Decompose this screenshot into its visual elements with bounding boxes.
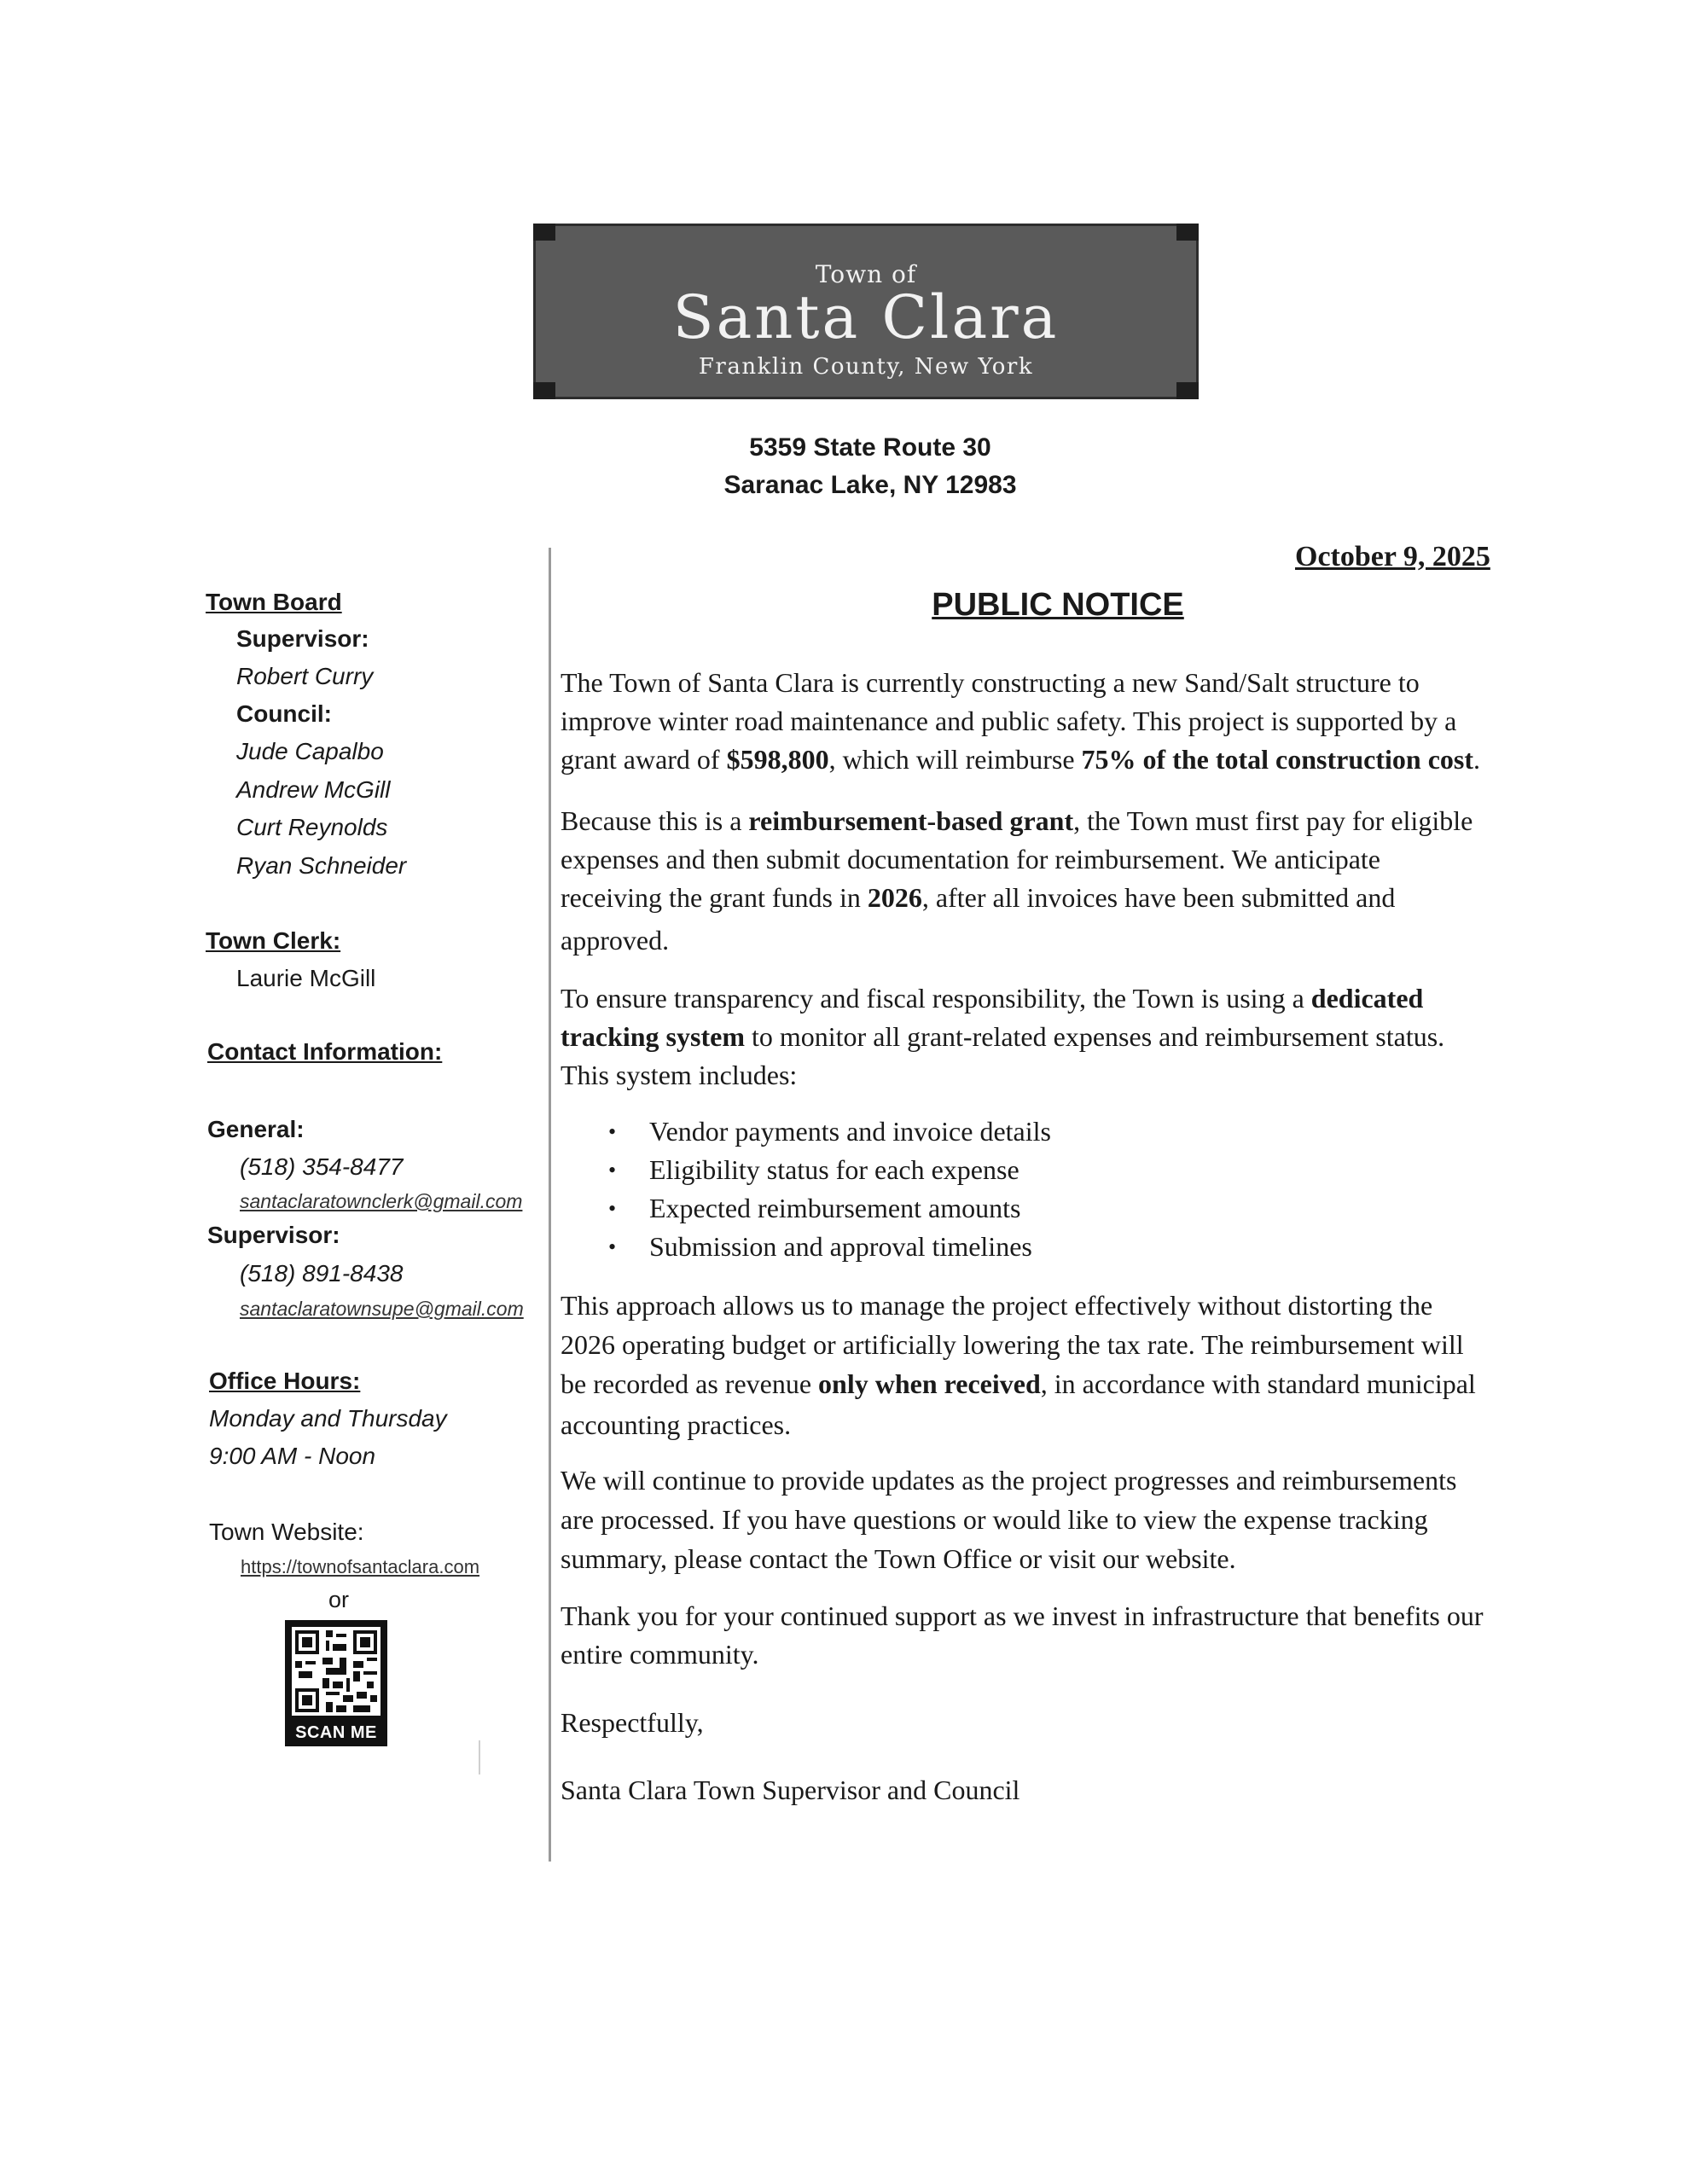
paragraph-line: The Town of Santa Clara is currently constructing a new Sand/Salt structure to [561, 667, 1420, 698]
text-run: be recorded as revenue [561, 1368, 819, 1399]
contact-heading: Contact Information: [207, 1038, 443, 1065]
council-label: Council: [236, 700, 332, 727]
paragraph-line [561, 979, 1423, 1017]
bold-phrase: reimbursement-based grant [748, 805, 1074, 836]
website-qr-code[interactable] [285, 1620, 387, 1746]
banner-corner [533, 224, 555, 241]
scan-mark [479, 1740, 480, 1774]
supervisor-label: Supervisor: [236, 625, 369, 652]
supervisor-email-link[interactable]: santaclaratownsupe@gmail.com [240, 1298, 524, 1320]
text-run: , the Town must first pay for eligible [1073, 805, 1473, 836]
text-run: To ensure transparency and fiscal responsibility, the Town is using a [561, 983, 1311, 1014]
notice-title: PUBLIC NOTICE [932, 587, 1184, 623]
list-item: • Expected reimbursement amounts [561, 1189, 1051, 1228]
bold-phrase: only when received [818, 1368, 1041, 1399]
council-member: Curt Reynolds [236, 814, 388, 840]
office-hours-heading: Office Hours: [209, 1368, 361, 1394]
banner-corner [1176, 382, 1199, 399]
text-run: . [1473, 744, 1480, 775]
general-email-link[interactable]: santaclaratownclerk@gmail.com [240, 1190, 523, 1212]
council-member: Andrew McGill [236, 776, 391, 803]
tracking-features-list [561, 1112, 1051, 1266]
banner-town-name: Santa Clara [672, 282, 1060, 352]
paragraph-line [561, 1018, 1444, 1055]
address-line-2: Saranac Lake, NY 12983 [723, 471, 1017, 499]
banner-county: Franklin County, New York [698, 354, 1034, 380]
website-label: Town Website: [209, 1519, 364, 1545]
general-label: General: [207, 1116, 305, 1142]
text-run: grant award of [561, 744, 727, 775]
signature: Santa Clara Town Supervisor and Council [561, 1774, 1020, 1805]
office-hours-time: 9:00 AM - Noon [209, 1443, 376, 1469]
paragraph-line: 2026 operating budget or artificially lowering the tax rate. The reimbursement will [561, 1329, 1464, 1360]
grant-amount: $598,800 [726, 744, 829, 775]
website-link[interactable]: https://townofsantaclara.com [241, 1556, 480, 1577]
banner-corner [533, 382, 555, 399]
qr-code-pattern [295, 1630, 377, 1712]
paragraph-line: summary, please contact the Town Office or visit our website. [561, 1543, 1236, 1574]
paragraph-line: improve winter road maintenance and public safety. This project is supported by a [561, 706, 1457, 736]
clerk-name: Laurie McGill [236, 965, 376, 991]
address-line-1: 5359 State Route 30 [749, 433, 991, 462]
bold-phrase: 2026 [867, 882, 922, 913]
list-item: • Vendor payments and invoice details [561, 1112, 1051, 1151]
text-run: Because this is a [561, 805, 749, 836]
qr-scan-label: SCAN ME [295, 1723, 377, 1742]
supervisor-name: Robert Curry [236, 663, 374, 689]
paragraph-line: This system includes: [561, 1060, 798, 1090]
text-run: , in accordance with standard municipal [1040, 1368, 1476, 1399]
or-text: or [328, 1587, 350, 1612]
council-member: Ryan Schneider [236, 852, 407, 879]
supervisor-phone: (518) 891-8438 [240, 1260, 404, 1287]
paragraph-line: expenses and then submit documentation for reimbursement. We anticipate [561, 844, 1380, 874]
paragraph-line [561, 741, 1480, 778]
reimburse-percent: 75% of the total construction cost [1081, 744, 1473, 775]
office-hours-days: Monday and Thursday [209, 1405, 447, 1432]
text-run: to monitor all grant-related expenses and reimbursement status. [744, 1021, 1445, 1052]
clerk-heading: Town Clerk: [206, 927, 341, 954]
closing: Respectfully, [561, 1707, 704, 1738]
banner-corner [1176, 224, 1199, 241]
notice-date: October 9, 2025 [1295, 541, 1490, 572]
paragraph-line [561, 879, 1395, 916]
paragraph-line [561, 802, 1473, 839]
paragraph-line [561, 1365, 1476, 1403]
column-divider [549, 548, 551, 1862]
text-run: receiving the grant funds in [561, 882, 868, 913]
paragraph-line: are processed. If you have questions or would like to view the expense tracking [561, 1504, 1428, 1535]
banner-town-of: Town of [815, 260, 917, 288]
town-banner-logo [533, 224, 1199, 399]
paragraph-line: accounting practices. [561, 1409, 792, 1440]
text-run: , after all invoices have been submitted and [921, 882, 1396, 913]
bold-phrase: dedicated [1310, 983, 1424, 1014]
paragraph-line: We will continue to provide updates as the project progresses and reimbursements [561, 1465, 1457, 1496]
supervisor-contact-label: Supervisor: [207, 1222, 340, 1248]
paragraph-line: Thank you for your continued support as we invest in infrastructure that benefits our [561, 1600, 1484, 1631]
list-item: • Eligibility status for each expense [561, 1151, 1051, 1189]
paragraph-line: This approach allows us to manage the project effectively without distorting the [561, 1290, 1433, 1321]
bold-phrase: tracking system [561, 1021, 745, 1052]
town-board-heading: Town Board [206, 589, 342, 615]
council-member: Jude Capalbo [236, 738, 384, 764]
paragraph-line: approved. [561, 925, 670, 956]
list-item: • Submission and approval timelines [561, 1228, 1051, 1266]
general-phone: (518) 354-8477 [240, 1153, 404, 1180]
text-run: , which will reimburse [828, 744, 1082, 775]
paragraph-line: entire community. [561, 1639, 759, 1670]
